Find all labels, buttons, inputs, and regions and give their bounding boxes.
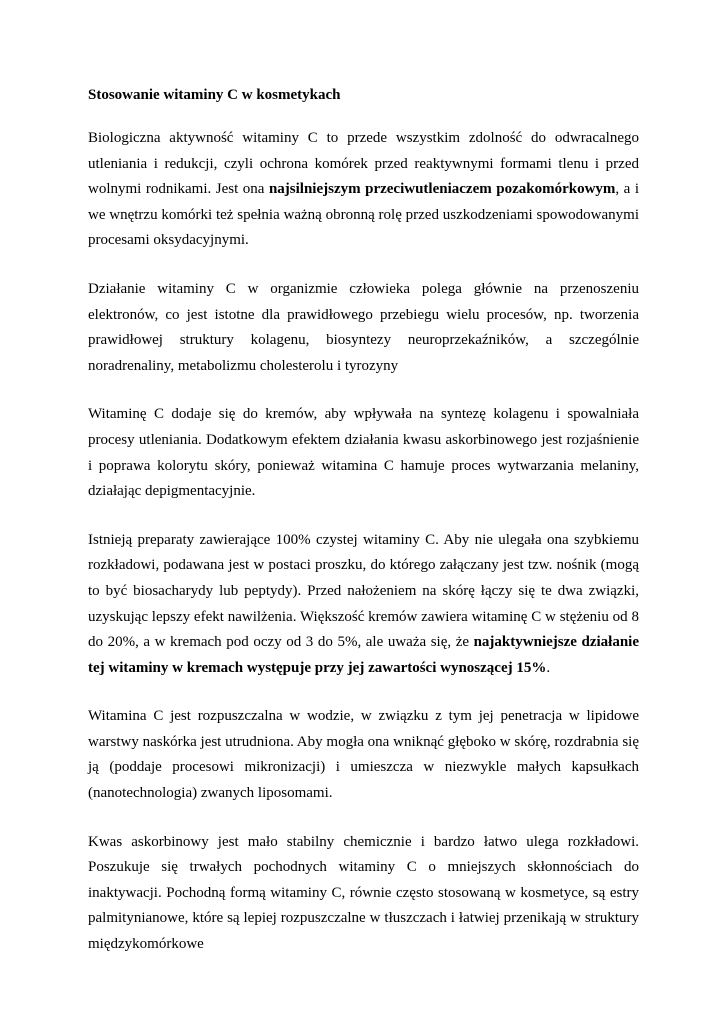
document-body bbox=[88, 84, 639, 958]
paragraph-4 bbox=[88, 528, 639, 682]
document-title: Stosowanie witaminy C w kosmetykach bbox=[88, 87, 341, 103]
paragraph-5: Witamina C jest rozpuszczalna w wodzie, w związku z tym jej penetracja w lipidowe warstwy naskórka jest utrudniona. Aby mogła ona wniknąć głęboko w skórę, rozdrabnia się ją (poddaje procesowi mikronizacji) i umieszcza w niezwykle małych kapsułkach (nanotechnologia) zwanych liposomami. bbox=[88, 708, 639, 802]
paragraph-4-text-a: Istnieją preparaty zawierające 100% czystej witaminy C. Aby nie ulegała ona szybkiemu rozkładowi, podawana jest w postaci proszku, do którego załączany jest tzw. nośnik (mogą to być biosacharydy lub peptydy). Przed nałożeniem na skórę łączy się te dwa związki, uzyskując lepszy efekt nawilżenia. Większość kremów zawiera witaminę C w stężeniu od 8 do 20%, a w kremach pod oczy od 3 do 5%, ale uważa się, że bbox=[88, 531, 639, 651]
paragraph-3: Witaminę C dodaje się do kremów, aby wpływała na syntezę kolagenu i spowalniała procesy utleniania. Dodatkowym efektem działania kwasu askorbinowego jest rozjaśnienie i poprawa kolorytu skóry, ponieważ witamina C hamuje proces wytwarzania melaniny, działając depigmentacyjnie. bbox=[88, 406, 639, 500]
paragraph-4-text-b: . bbox=[546, 659, 551, 676]
paragraph-1-emphasis: najsilniejszym przeciwutleniaczem pozakomórkowym bbox=[268, 181, 616, 198]
paragraph-1-text-b: , a i we wnętrzu komórki też spełnia ważną obronną rolę przed uszkodzeniami spowodowanymi procesami oksydacyjnymi. bbox=[88, 181, 639, 249]
paragraph-2: Działanie witaminy C w organizmie człowieka polega głównie na przenoszeniu elektronów, co jest istotne dla prawidłowego przebiegu wielu procesów, np. tworzenia prawidłowej struktury kolagenu, biosyntezy neuroprzekaźników, a szczególnie noradrenaliny, metabolizmu cholesterolu i tyrozyny bbox=[88, 280, 639, 374]
paragraph-1 bbox=[88, 126, 639, 254]
paragraph-6: Kwas askorbinowy jest mało stabilny chemicznie i bardzo łatwo ulega rozkładowi. Poszukuje się trwałych pochodnych witaminy C o mniejszych skłonnościach do inaktywacji. Pochodną formą witaminy C, równie często stosowaną w kosmetyce, są estry palmitynianowe, które są lepiej rozpuszczalne w tłuszczach i łatwiej przenikają w struktury międzykomórkowe bbox=[88, 833, 639, 953]
paragraph-1-text-a: Biologiczna aktywność witaminy C to przede wszystkim zdolność do odwracalnego utleniania i redukcji, czyli ochrona komórek przed reaktywnymi formami tlenu i przed wolnymi rodnikami. Jest ona bbox=[88, 130, 639, 198]
paragraph-4-emphasis: najaktywniejsze działanie tej witaminy w kremach występuje przy jej zawartości wynoszącej 15% bbox=[88, 634, 639, 676]
